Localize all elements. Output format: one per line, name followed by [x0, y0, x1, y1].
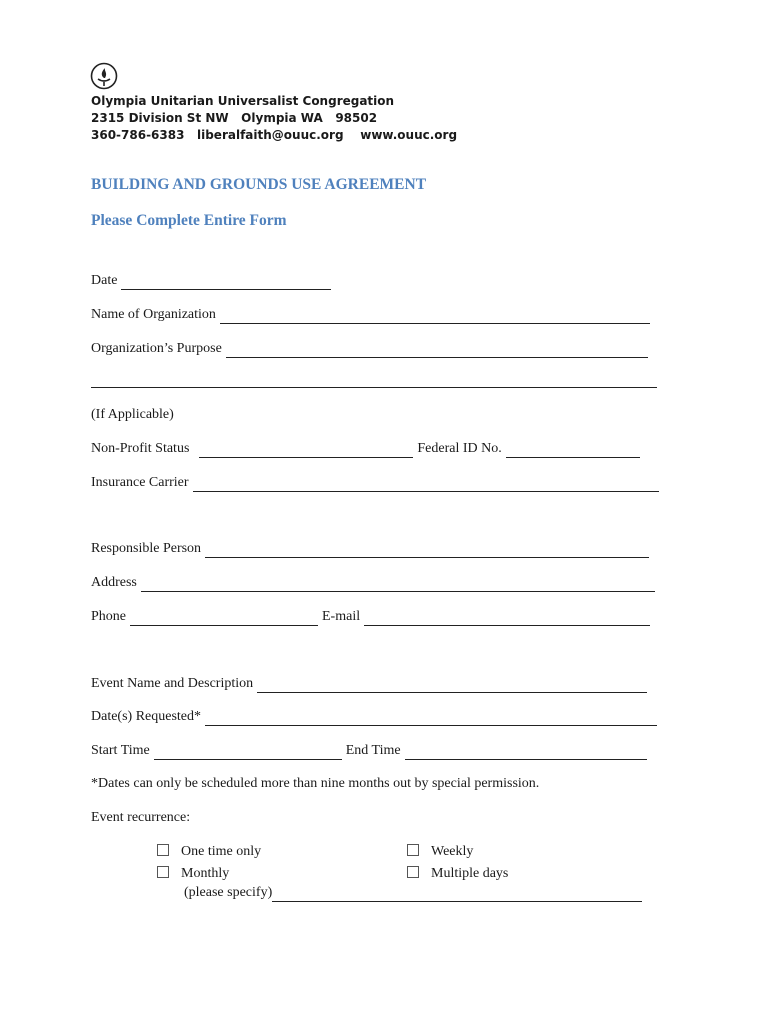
org-name-row [91, 306, 654, 324]
form-title: BUILDING AND GROUNDS USE AGREEMENT [91, 176, 427, 193]
federal-id-field[interactable] [506, 443, 640, 458]
phone-label: Phone [91, 609, 126, 624]
dates-label: Date(s) Requested* [91, 709, 202, 724]
if-applicable-label: (If Applicable) [91, 407, 174, 422]
form-subtitle: Please Complete Entire Form [91, 212, 287, 229]
purpose-row-2 [91, 373, 661, 388]
dates-row [91, 708, 661, 726]
federal-id-label: Federal ID No. [417, 441, 502, 456]
time-row [91, 742, 651, 760]
option-multiple-days-label: Multiple days [431, 866, 509, 881]
option-weekly[interactable] [407, 843, 473, 861]
organization-header [91, 93, 457, 144]
nonprofit-label: Non-Profit Status [91, 441, 190, 456]
email-label: E-mail [322, 609, 361, 624]
option-one-time-label: One time only [181, 844, 262, 859]
recurrence-label: Event recurrence: [91, 810, 191, 825]
org-address: 2315 Division St NW Olympia WA 98502 [91, 111, 378, 125]
responsible-field[interactable] [205, 543, 649, 558]
date-row [91, 272, 335, 290]
nonprofit-field[interactable] [199, 443, 413, 458]
insurance-field[interactable] [193, 477, 659, 492]
org-name: Olympia Unitarian Universalist Congregation [91, 94, 395, 108]
purpose-label: Organization’s Purpose [91, 341, 222, 356]
responsible-label: Responsible Person [91, 541, 202, 556]
option-multiple-days[interactable] [407, 865, 508, 883]
dates-note: *Dates can only be scheduled more than nine months out by special permission. [91, 776, 540, 791]
insurance-row [91, 474, 663, 492]
option-one-time[interactable] [157, 843, 261, 861]
event-label: Event Name and Description [91, 676, 254, 691]
phone-field[interactable] [130, 611, 318, 626]
responsible-row [91, 540, 653, 558]
address-row [91, 574, 659, 592]
purpose-field-continued[interactable] [91, 373, 657, 388]
dates-field[interactable] [205, 711, 657, 726]
checkbox-weekly[interactable] [407, 844, 419, 856]
purpose-row [91, 340, 652, 358]
end-time-field[interactable] [405, 745, 647, 760]
specify-row [184, 884, 646, 902]
option-monthly-label: Monthly [181, 866, 230, 881]
address-label: Address [91, 575, 137, 590]
date-label: Date [91, 273, 118, 288]
event-field[interactable] [257, 678, 647, 693]
specify-label: (please specify) [184, 885, 273, 900]
org-name-field[interactable] [220, 309, 650, 324]
option-monthly[interactable] [157, 865, 229, 883]
chalice-flame-icon [90, 62, 118, 90]
email-field[interactable] [364, 611, 650, 626]
start-time-field[interactable] [154, 745, 342, 760]
end-time-label: End Time [345, 743, 401, 758]
checkbox-monthly[interactable] [157, 866, 169, 878]
nonprofit-row [91, 440, 644, 458]
org-contact: 360-786-6383 liberalfaith@ouuc.org www.ouuc.org [91, 128, 458, 142]
checkbox-multiple-days[interactable] [407, 866, 419, 878]
specify-field[interactable] [272, 887, 642, 902]
event-row [91, 675, 651, 693]
address-field[interactable] [141, 577, 655, 592]
org-name-label: Name of Organization [91, 307, 216, 322]
phone-email-row [91, 608, 654, 626]
start-time-label: Start Time [91, 743, 150, 758]
checkbox-one-time[interactable] [157, 844, 169, 856]
insurance-label: Insurance Carrier [91, 475, 189, 490]
date-field[interactable] [121, 275, 331, 290]
purpose-field[interactable] [226, 343, 648, 358]
option-weekly-label: Weekly [431, 844, 474, 859]
